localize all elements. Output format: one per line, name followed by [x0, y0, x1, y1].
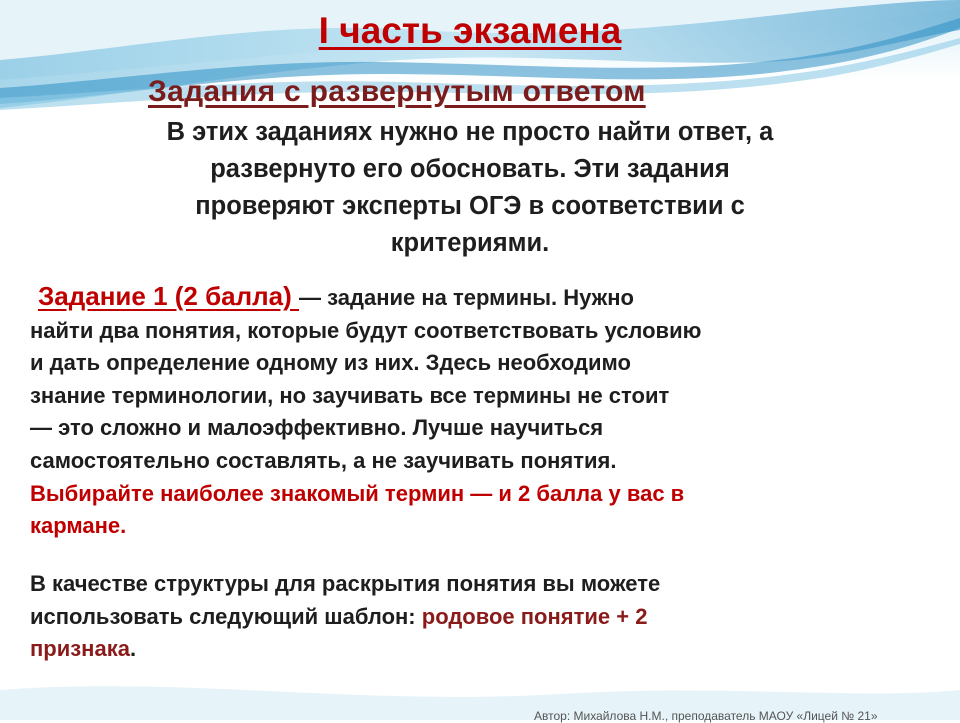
task-1-highlight-line: кармане. [30, 513, 127, 539]
slide-subtitle: Задания с развернутым ответом [148, 75, 646, 108]
template-block [30, 568, 930, 666]
template-highlight: родовое понятие + 2 [421, 603, 648, 629]
task-1-line: — это сложно и малоэффективно. Лучше научиться [30, 415, 604, 441]
template-line [30, 633, 930, 666]
intro-line: развернуто его обосновать. Эти задания [210, 155, 730, 183]
template-prefix: использовать следующий шаблон: [30, 603, 422, 629]
intro-line: В этих заданиях нужно не просто найти ответ, а [166, 118, 774, 146]
task-1-line: знание терминологии, но заучивать все термины не стоит [30, 382, 670, 408]
intro-line: проверяют эксперты ОГЭ в соответствии с [195, 192, 745, 220]
intro-line: критериями. [390, 229, 550, 257]
task-1-block [30, 280, 945, 543]
author-footer: Автор: Михайлова Н.М., преподаватель МАОУ «Лицей № 21» [534, 709, 878, 723]
template-line [30, 601, 930, 634]
task-1-first-line [30, 280, 945, 315]
task-1-line: самостоятельно составлять, а не заучивать понятия. [30, 447, 617, 473]
template-suffix: . [129, 636, 137, 662]
task-1-dash-text: — задание на термины. Нужно [299, 285, 634, 310]
task-1-line: и дать определение одному из них. Здесь необходимо [30, 350, 631, 376]
task-1-highlight-line: Выбирайте наиболее знакомый термин — и 2 балла у вас в [30, 480, 685, 506]
template-line: В качестве структуры для раскрытия понятия вы можете [30, 571, 661, 596]
task-1-heading: Задание 1 (2 балла) [38, 281, 300, 311]
slide-title: I часть экзамена [318, 10, 622, 51]
template-highlight: признака [30, 636, 130, 662]
task-1-line: найти два понятия, которые будут соответствовать условию [30, 317, 702, 343]
intro-paragraph [20, 114, 920, 262]
